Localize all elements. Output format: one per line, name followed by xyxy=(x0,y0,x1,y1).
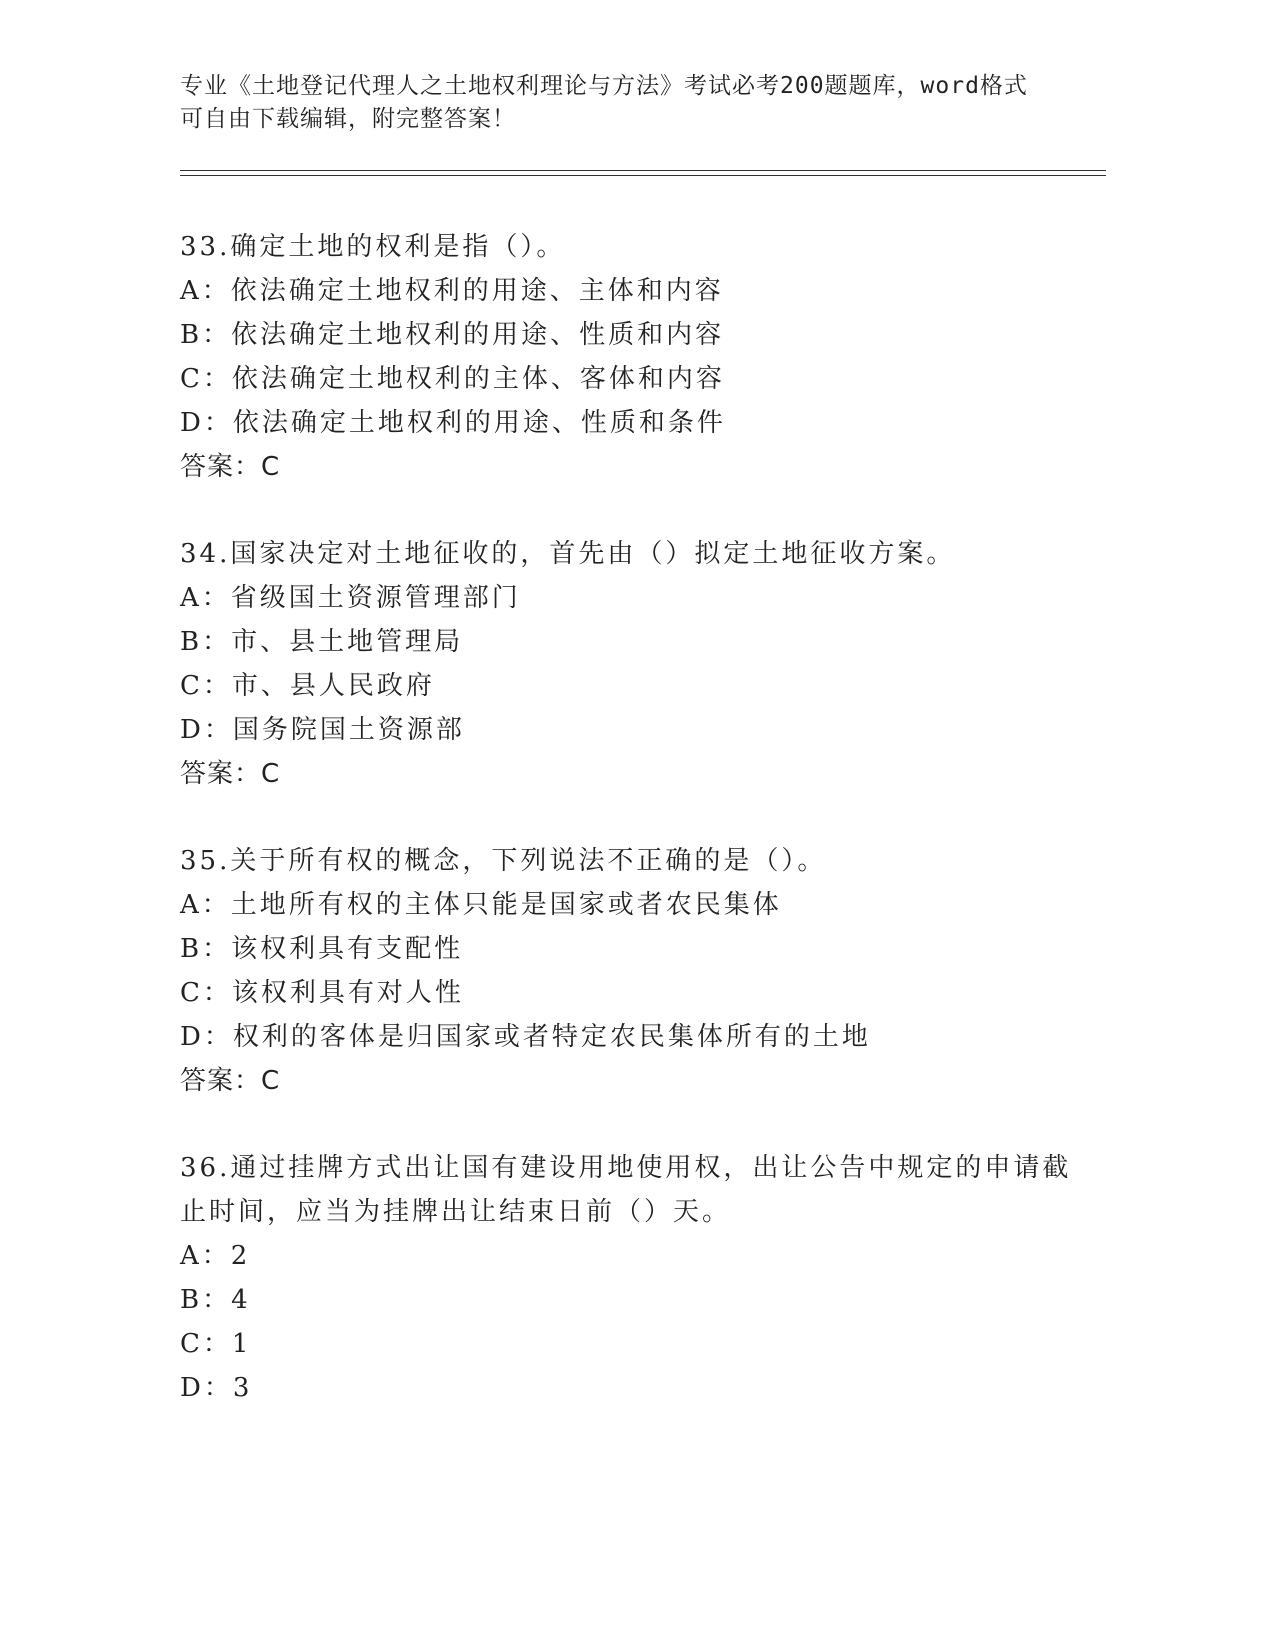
option-b: B：4 xyxy=(180,1285,251,1315)
question-list xyxy=(180,225,1110,1453)
header-divider-bottom xyxy=(180,175,1106,176)
option-list xyxy=(180,269,1110,445)
answer-line: 答案：C xyxy=(180,759,281,789)
option-d: D：权利的客体是归国家或者特定农民集体所有的土地 xyxy=(180,1022,871,1052)
option-d: D：依法确定土地权利的用途、性质和条件 xyxy=(180,408,726,438)
option-c: C：1 xyxy=(180,1329,252,1359)
option-b: B：该权利具有支配性 xyxy=(180,934,464,964)
question-stem xyxy=(180,839,1110,883)
option-c: C：依法确定土地权利的主体、客体和内容 xyxy=(180,364,725,394)
question-stem-line: 止时间，应当为挂牌出让结束日前（）天。 xyxy=(180,1197,732,1227)
option-a: A：土地所有权的主体只能是国家或者农民集体 xyxy=(180,890,782,920)
question-stem-line: 34.国家决定对土地征收的，首先由（）拟定土地征收方案。 xyxy=(180,539,956,569)
question-36 xyxy=(180,1146,1110,1410)
option-d: D：国务院国土资源部 xyxy=(180,715,465,745)
option-a: A：依法确定土地权利的用途、主体和内容 xyxy=(180,276,724,306)
option-c: C：市、县人民政府 xyxy=(180,671,435,701)
option-a: A：省级国土资源管理部门 xyxy=(180,583,521,613)
question-35 xyxy=(180,839,1110,1103)
option-c: C：该权利具有对人性 xyxy=(180,978,464,1008)
header-line-1: 专业《土地登记代理人之土地权利理论与方法》考试必考200题题库，word格式 xyxy=(180,73,1028,99)
option-a: A：2 xyxy=(180,1241,251,1271)
option-b: B：市、县土地管理局 xyxy=(180,627,464,657)
question-stem xyxy=(180,225,1110,269)
option-list xyxy=(180,883,1110,1059)
option-list xyxy=(180,576,1110,752)
question-stem-line: 35.关于所有权的概念，下列说法不正确的是（）。 xyxy=(180,846,827,876)
option-b: B：依法确定土地权利的用途、性质和内容 xyxy=(180,320,725,350)
question-stem xyxy=(180,1146,1110,1234)
question-33 xyxy=(180,225,1110,489)
document-header xyxy=(180,70,1080,136)
header-divider-top xyxy=(180,170,1106,171)
answer-line: 答案：C xyxy=(180,1066,281,1096)
option-d: D：3 xyxy=(180,1373,253,1403)
question-stem xyxy=(180,532,1110,576)
header-line-2: 可自由下载编辑，附完整答案！ xyxy=(180,106,516,132)
question-34 xyxy=(180,532,1110,796)
question-stem-line: 33.确定土地的权利是指（）。 xyxy=(180,232,566,262)
question-stem-line: 36.通过挂牌方式出让国有建设用地使用权，出让公告中规定的申请截 xyxy=(180,1153,1072,1183)
option-list xyxy=(180,1234,1110,1410)
answer-line: 答案：C xyxy=(180,452,281,482)
